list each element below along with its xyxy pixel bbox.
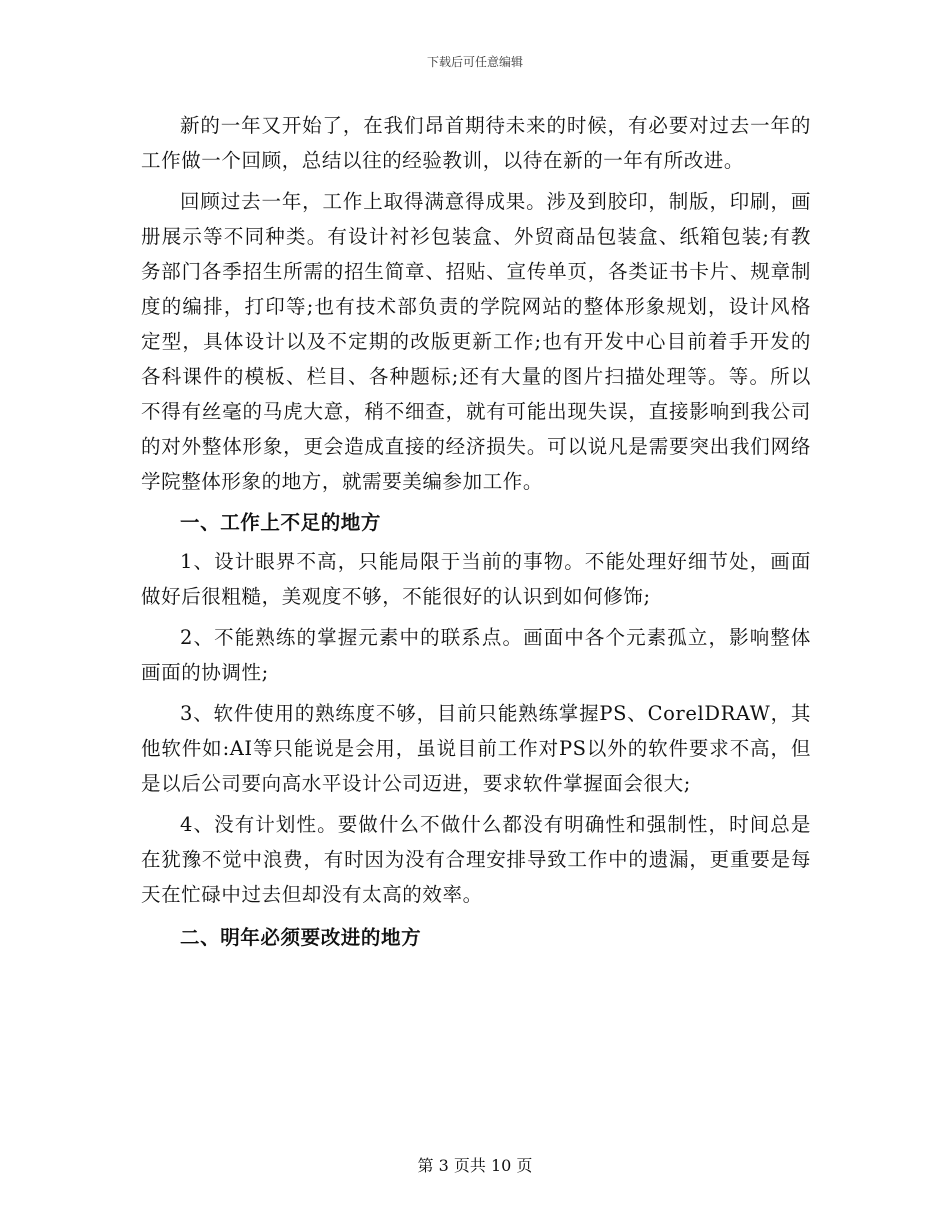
review-paragraph: 回顾过去一年，工作上取得满意得成果。涉及到胶印，制版，印刷，画册展示等不同种类。有设计衬衫包装盒、外贸商品包装盒、纸箱包装;有教务部门各季招生所需的招生简章、招贴、宣传单页，各类证书卡片、规章制度的编排，打印等;也有技术部负责的学院网站的整体形象规划，设计风格定型，具体设计以及不定期的改版更新工作;也有开发中心目前着手开发的各科课件的模板、栏目、各种题标;还有大量的图片扫描处理等。等。所以不得有丝毫的马虎大意，稍不细查，就有可能出现失误，直接影响到我公司的对外整体形象，更会造成直接的经济损失。可以说凡是需要突出我们网络学院整体形象的地方，就需要美编参加工作。 — [141, 190, 811, 493]
section-heading-shortcomings: 一、工作上不足的地方 — [180, 511, 382, 534]
shortcoming-item-2: 2、不能熟练的掌握元素中的联系点。画面中各个元素孤立，影响整体画面的协调性; — [141, 626, 811, 684]
shortcoming-item-1: 1、设计眼界不高，只能局限于当前的事物。不能处理好细节处，画面做好后很粗糙，美观度不够，不能很好的认识到如何修饰; — [141, 550, 811, 608]
page-number-footer: 第 3 页共 10 页 — [417, 1156, 533, 1175]
section-heading-improvements: 二、明年必须要改进的地方 — [180, 926, 422, 949]
shortcoming-item-4: 4、没有计划性。要做什么不做什么都没有明确性和强制性，时间总是在犹豫不觉中浪费，有时因为没有合理安排导致工作中的遗漏，更重要是每天在忙碌中过去但却没有太高的效率。 — [141, 813, 811, 906]
shortcoming-item-3: 3、软件使用的熟练度不够，目前只能熟练掌握PS、CorelDRAW，其他软件如:AI等只能说是会用，虽说目前工作对PS以外的软件要求不高，但是以后公司要向高水平设计公司迈进，要求软件掌握面会很大; — [141, 702, 811, 795]
page-header: 下载后可任意编辑 — [426, 55, 523, 69]
intro-paragraph: 新的一年又开始了，在我们昂首期待未来的时候，有必要对过去一年的工作做一个回顾，总结以往的经验教训，以待在新的一年有所改进。 — [141, 114, 811, 172]
document-body — [141, 108, 811, 959]
